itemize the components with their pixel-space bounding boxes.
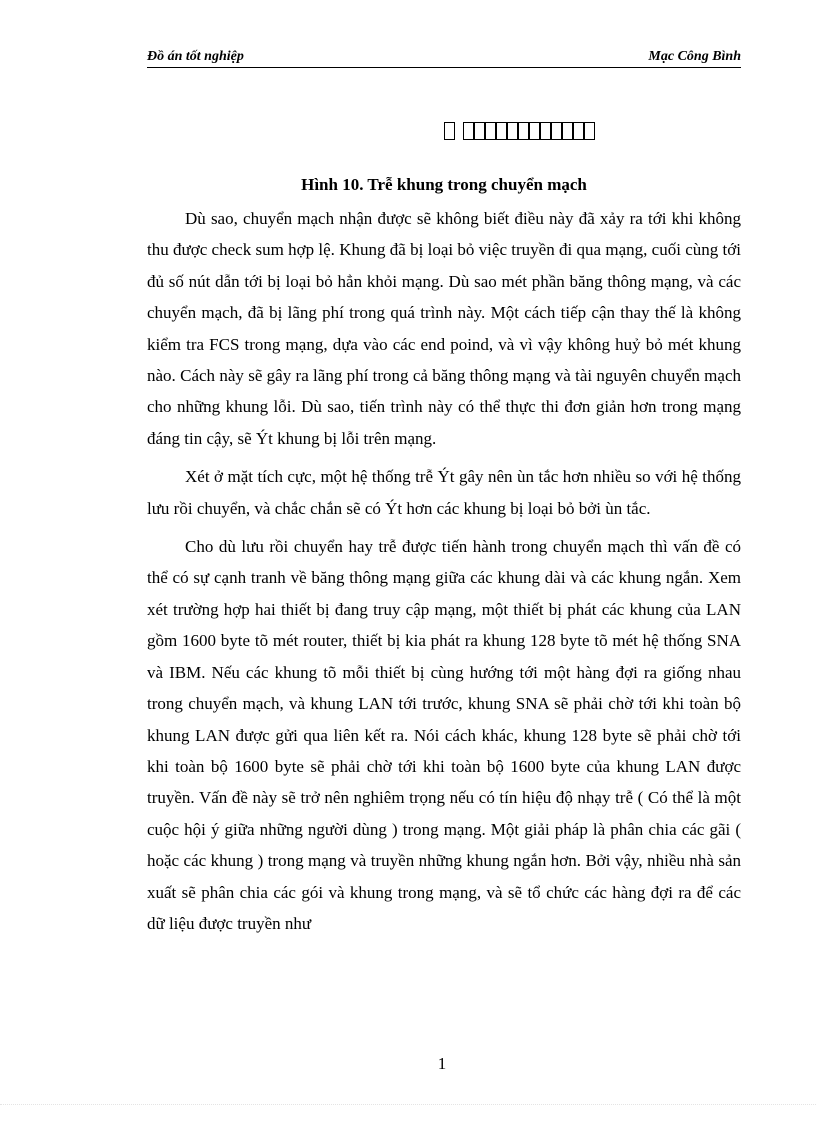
footer-divider [0, 1104, 816, 1105]
missing-glyph-icon [540, 122, 551, 140]
figure-placeholder [444, 121, 595, 141]
header-right-author: Mạc Công Bình [648, 49, 741, 64]
missing-glyph-icon [444, 122, 455, 140]
paragraph: Xét ở mặt tích cực, một hệ thống trễ Ýt gây nên ùn tắc hơn nhiều so với hệ thống lưu rồi chuyển, và chắc chắn sẽ có Ýt hơn các khung bị loại bỏ bởi ùn tắc. [147, 467, 741, 518]
missing-glyph-icon [551, 122, 562, 140]
header-left-title: Đồ án tốt nghiệp [147, 49, 244, 64]
figure-caption: Hình 10. Trễ khung trong chuyển mạch [301, 175, 587, 194]
body-text [147, 203, 741, 939]
missing-glyph-icon [518, 122, 529, 140]
missing-glyph-icon [573, 122, 584, 140]
paragraph: Dù sao, chuyển mạch nhận được sẽ không biết điều này đã xảy ra tới khi không thu được check sum hợp lệ. Khung đã bị loại bỏ việc truyền đi qua mạng, cuối cùng tới đủ số nút dẫn tới bị loại bỏ hẳn khỏi mạng. Dù sao mét phần băng thông mạng, và các chuyển mạch, đã bị lãng phí trong quá trình này. Một cách tiếp cận thay thế là không kiểm tra FCS trong mạng, dựa vào các end poind, và vì vậy không huỷ bỏ mét khung nào. Cách này sẽ gây ra lãng phí trong cả băng thông mạng và tài nguyên chuyển mạch cho những khung lỗi. Dù sao, tiến trình này có thể thực thi đơn giản hơn trong mạng đáng tin cậy, sẽ Ýt khung bị lỗi trên mạng. [147, 209, 741, 448]
missing-glyph-icon [496, 122, 507, 140]
paragraph: Cho dù lưu rồi chuyển hay trễ được tiến hành trong chuyển mạch thì vấn đề có thể có sự cạnh tranh về băng thông mạng giữa các khung dài và các khung ngắn. Xem xét trường hợp hai thiết bị đang truy cập mạng, một thiết bị phát các khung của LAN gồm 1600 byte tõ mét router, thiết bị kia phát ra khung 128 byte tõ mét hệ thống SNA và IBM. Nếu các khung tõ mỗi thiết bị cùng hướng tới một hàng đợi ra giống nhau trong chuyển mạch, và khung LAN tới trước, khung SNA sẽ phải chờ tới khi toàn bộ khung LAN được gửi qua liên kết ra. Nói cách khác, khung 128 byte sẽ phải chờ tới khi toàn bộ 1600 byte sẽ phải chờ tới khi toàn bộ 1600 byte của khung LAN được truyền. Vấn đề này sẽ trở nên nghiêm trọng nếu có tín hiệu độ nhạy trễ ( Có thể là một cuộc hội ý giữa những người dùng ) trong mạng. Một giải pháp là phân chia các gãi ( hoặc các khung ) trong mạng và truyền những khung ngắn hơn. Bởi vậy, nhiều nhà sản xuất sẽ phân chia các gói và khung trong mạng, và sẽ tổ chức các hàng đợi ra để các dữ liệu được truyền như [147, 537, 741, 933]
missing-glyph-icon [474, 122, 485, 140]
missing-glyph-icon [463, 122, 474, 140]
missing-glyph-icon [584, 122, 595, 140]
missing-glyph-icon [562, 122, 573, 140]
page-number: 1 [437, 1054, 447, 1073]
missing-glyph-icon [529, 122, 540, 140]
missing-glyph-icon [485, 122, 496, 140]
page-header [147, 47, 741, 68]
missing-glyph-icon [507, 122, 518, 140]
